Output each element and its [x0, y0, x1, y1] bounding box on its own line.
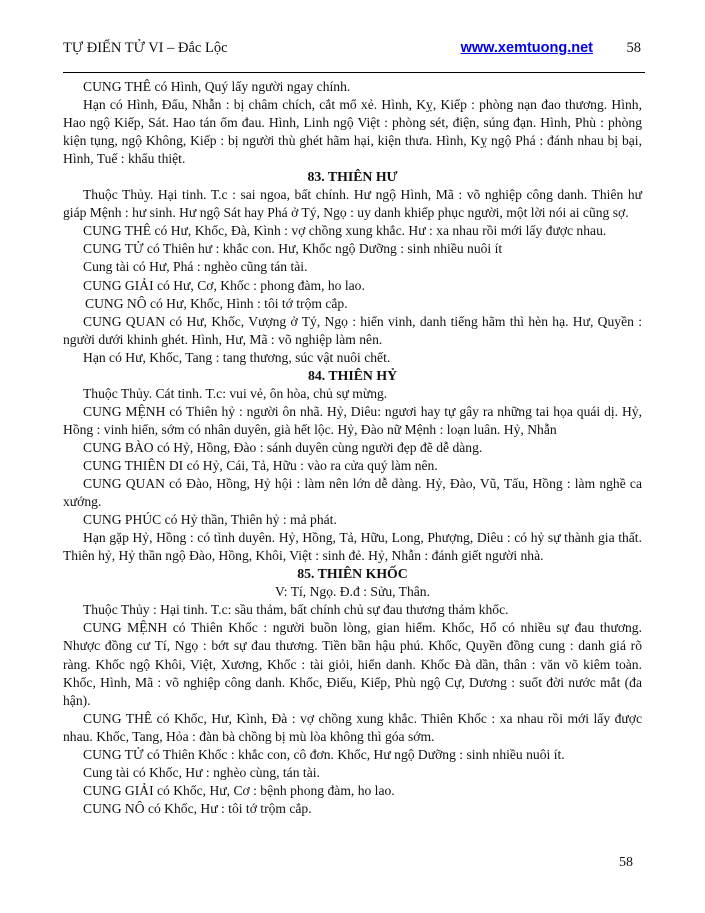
section-heading: 85. THIÊN KHỐC — [297, 566, 408, 582]
paragraph: Thuộc Thủy : Hại tinh. T.c: sầu thảm, bất chính chủ sự đau thương thảm khốc. — [83, 602, 509, 618]
paragraph: Thuộc Thủy. Cát tinh. T.c: vui vẻ, ôn hòa, chủ sự mừng. — [83, 385, 388, 401]
paragraph: CUNG TỬ có Thiên Khốc : khắc con, cô đơn. Khốc, Hư ngộ Dưỡng : sinh nhiều nuôi ít. — [83, 746, 565, 762]
paragraph: Thuộc Thủy. Hại tinh. T.c : sai ngoa, bất chính. Hư ngộ Hình, Mã : võ nghiệp công danh. Thiên hư giáp Mệnh : hư sinh. Hư ngộ Sát hay Phá ở Tý, Ngọ : uy danh khiếp phục người, một lời nói ai cũng sợ. — [63, 187, 642, 221]
paragraph: Cung tài có Khốc, Hư : nghèo cùng, tán tài. — [83, 764, 320, 780]
footer-page-number: 58 — [619, 855, 633, 870]
header-page-number: 58 — [626, 40, 641, 56]
paragraph: CUNG QUAN có Đào, Hồng, Hỷ hội : làm nên lớn dễ dàng. Hỷ, Đào, Vũ, Tấu, Hồng : làm nghề ca xướng. — [63, 476, 642, 510]
website-link[interactable]: www.xemtuong.net — [460, 40, 593, 56]
section-heading: 84. THIÊN HỶ — [307, 367, 398, 383]
paragraph: CUNG THÊ có Hư, Khốc, Đà, Kình : vợ chồng xung khắc. Hư : xa nhau rồi mới lấy được nhau. — [83, 223, 607, 239]
section-subheading: V: Tí, Ngọ. Đ.đ : Sửu, Thân. — [274, 584, 430, 600]
paragraph: CUNG NÔ có Hư, Khốc, Hình : tôi tớ trộm cắp. — [85, 295, 348, 311]
paragraph: CUNG GIẢI có Hư, Cơ, Khốc : phong đàm, ho lao. — [83, 277, 365, 293]
paragraph: Hạn gặp Hỷ, Hồng : có tình duyên. Hỷ, Hồng, Tả, Hữu, Long, Phượng, Diêu : có hỷ sự thành gia thất. Thiên hỷ, Hỷ thần ngộ Đào, Hồng, Khôi, Việt : sinh đẻ. Hỷ, Nhẫn : đánh giết người nhà. — [63, 530, 642, 564]
paragraph: CUNG PHÚC có Hỷ thần, Thiên hỷ : mả phát. — [83, 512, 337, 528]
paragraph: CUNG THIÊN DI có Hỷ, Cái, Tả, Hữu : vào ra cửa quý làm nên. — [83, 457, 438, 473]
paragraph: Hạn có Hư, Khốc, Tang : tang thương, súc vật nuôi chết. — [83, 349, 391, 365]
paragraph: Cung tài có Hư, Phá : nghèo cũng tán tài. — [83, 259, 308, 275]
page-header — [63, 40, 645, 62]
header-divider — [63, 72, 645, 73]
paragraph: CUNG THÊ có Khốc, Hư, Kình, Đà : vợ chồng xung khắc. Thiên Khốc : xa nhau rồi mới lấy được nhau. Khốc, Tang, Hỏa : đàn bà chồng bị mù lòa không thì góa sớm. — [63, 710, 642, 744]
paragraph: CUNG TỬ có Thiên hư : khắc con. Hư, Khốc ngộ Dưỡng : sinh nhiều nuôi ít — [83, 241, 503, 257]
paragraph: CUNG MỆNH có Thiên hỷ : người ôn nhã. Hỷ, Diêu: ngươi hay tự gây ra những tai họa quái dị. Hỷ, Hồng : vinh hiển, sớm có nhân duyên, già hết lộc. Hỷ, Đào nữ Mệnh : loạn luân. Hỷ, Nhẫn — [63, 403, 642, 437]
section-heading: 83. THIÊN HƯ — [307, 169, 398, 185]
paragraph: CUNG NÔ có Khốc, Hư : tôi tớ trộm cắp. — [83, 800, 312, 816]
paragraph: CUNG BÀO có Hỷ, Hồng, Đào : sánh duyên cùng người đẹp đẽ dễ dàng. — [83, 439, 483, 455]
book-title: TỰ ĐIỂN TỬ VI – Đắc Lộc — [63, 40, 228, 56]
document-body — [63, 78, 642, 818]
paragraph: CUNG MỆNH có Thiên Khốc : người buồn lòng, gian hiểm. Khốc, Hổ có nhiều sự đau thương. Nhược đồng cư Tí, Ngọ : bớt sự đau thương. Tiền bần hậu phú. Khốc, Quyền đồng cung : danh giá rõ ràng. Khốc ngộ Khôi, Việt, Xương, Khốc : tài giỏi, hiển danh. Khốc Đà dần, thân : văn võ kiêm toàn. Khốc, Hình, Mã : võ nghiệp công danh. Khốc, Điếu, Kiếp, Phù ngộ Cự, Dương : suốt đời nước mắt (đa hận). — [63, 620, 642, 708]
paragraph: Hạn có Hình, Đẩu, Nhẫn : bị châm chích, cắt mổ xẻ. Hình, Kỵ, Kiếp : phòng nạn đao thương. Hình, Hao ngộ Kiếp, Sát. Hao tán ốm đau. Hình, Linh ngộ Việt : phòng sét, điện, súng đạn. Hình, Phù : phòng kiện tụng, ngộ Không, Kiếp : bị người thù ghét hãm hại, kiện thưa. Hình, Kỵ ngộ Phá : đánh nhau bị bại, Hình, Tuế : khẩu thiệt. — [63, 97, 642, 167]
paragraph: CUNG THÊ có Hình, Quý lấy người ngay chính. — [83, 79, 351, 94]
paragraph: CUNG GIẢI có Khốc, Hư, Cơ : bệnh phong đàm, ho lao. — [83, 782, 395, 798]
paragraph: CUNG QUAN có Hư, Khốc, Vượng ở Tý, Ngọ : hiển vinh, danh tiếng hãm thì hèn hạ. Hư, Quyền : người dưới khinh ghét. Hình, Hư, Mã : võ nghiệp làm nên. — [63, 313, 642, 347]
